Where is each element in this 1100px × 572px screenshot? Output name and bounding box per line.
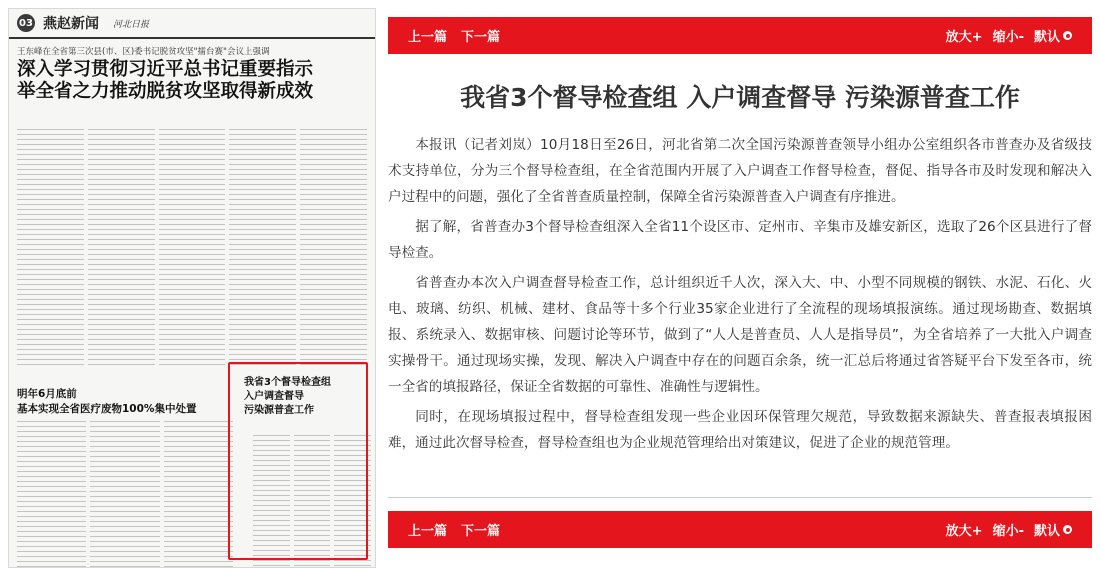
article-paragraph: 同时，在现场填报过程中，督导检查组发现一些企业因环保管理欠规范，导致数据来源缺失、普查报表填报困难，通过此次督导检查，督导检查组也为企业规范管理给出对策建议，促进了企业的规范管理。: [388, 409, 1092, 451]
page-number-badge: 03: [17, 14, 35, 32]
second-story-headline: 明年6月底前 基本实现全省医疗废物100%集中处置: [17, 388, 197, 415]
article-paragraph: 省普查办本次入户调查督导检查工作，总计组织近千人次，深入大、中、小型不同规模的钢铁、水泥、石化、火电、玻璃、纺织、机械、建材、食品等十多个行业35家企业进行了全流程的现场填报演练。通过现场勘查、数据填报、系统录入、数据审核、问题讨论等环节，做到了“人人是普查员、人人是指导员”，为全省培养了一大批入户调查实操骨干。通过现场实操，发现、解决入户调查中存在的问题百余条，统一汇总后将通过省答疑平台下发至各市，统一全省的填报路径，保证全省数据的可靠性、准确性与逻辑性。: [388, 275, 1092, 395]
masthead-logo: 河北日报: [113, 19, 150, 30]
reset-zoom-button[interactable]: [1034, 26, 1072, 45]
bottom-navigation-bar: [388, 511, 1092, 548]
lead-story-text-columns: [17, 129, 367, 369]
section-name: 燕赵新闻: [43, 16, 99, 32]
zoom-in-button[interactable]: 放大+: [945, 524, 983, 539]
reset-label: 默认: [1033, 524, 1060, 539]
circle-dot-icon: [1063, 31, 1072, 40]
lead-headline-line1: 深入学习贯彻习近平总书记重要指示: [17, 59, 314, 80]
lead-subheadline: 王东峰在全省第三次县(市、区)委书记脱贫攻坚"擂台赛"会议上强调: [17, 47, 270, 57]
article-paragraph: 据了解，省普查办3个督导检查组深入全省11个设区市、定州市、辛集市及雄安新区，选取了26个区县进行了督导检查。: [388, 219, 1092, 261]
lead-headline-line2: 举全省之力推动脱贫攻坚取得新成效: [17, 81, 314, 102]
article-title: 我省3个督导检查组 入户调查督导 污染源普查工作: [460, 83, 1020, 112]
prev-article-link[interactable]: 上一篇: [408, 30, 448, 45]
next-article-link[interactable]: 下一篇: [461, 30, 501, 45]
zoom-out-button[interactable]: 缩小-: [992, 30, 1024, 45]
reset-zoom-button[interactable]: [1034, 520, 1072, 539]
next-article-link[interactable]: 下一篇: [461, 524, 501, 539]
zoom-out-button[interactable]: 缩小-: [992, 524, 1024, 539]
reset-label: 默认: [1033, 30, 1060, 45]
highlighted-article-title[interactable]: 我省3个督导检查组 入户调查督导 污染源普查工作: [244, 377, 331, 416]
zoom-in-button[interactable]: 放大+: [945, 30, 983, 45]
prev-article-link[interactable]: 上一篇: [408, 524, 448, 539]
second-story-text-columns: [17, 421, 233, 568]
article-paragraph: 本报讯（记者刘岚）10月18日至26日，河北省第二次全国污染源普查领导小组办公室组织各市普查办及省级技术支持单位，分为三个督导检查组，在全省范围内开展了入户调查工作督导检查，督促、指导各市及时发现和解决入户过程中的问题，强化了全省普查质量控制，保障全省污染源普查入户调查有序推进。: [388, 137, 1092, 205]
divider: [388, 497, 1092, 498]
newspaper-header: [9, 9, 375, 39]
circle-dot-icon: [1063, 525, 1072, 534]
top-navigation-bar: [388, 17, 1092, 54]
article-body: [388, 132, 1092, 460]
